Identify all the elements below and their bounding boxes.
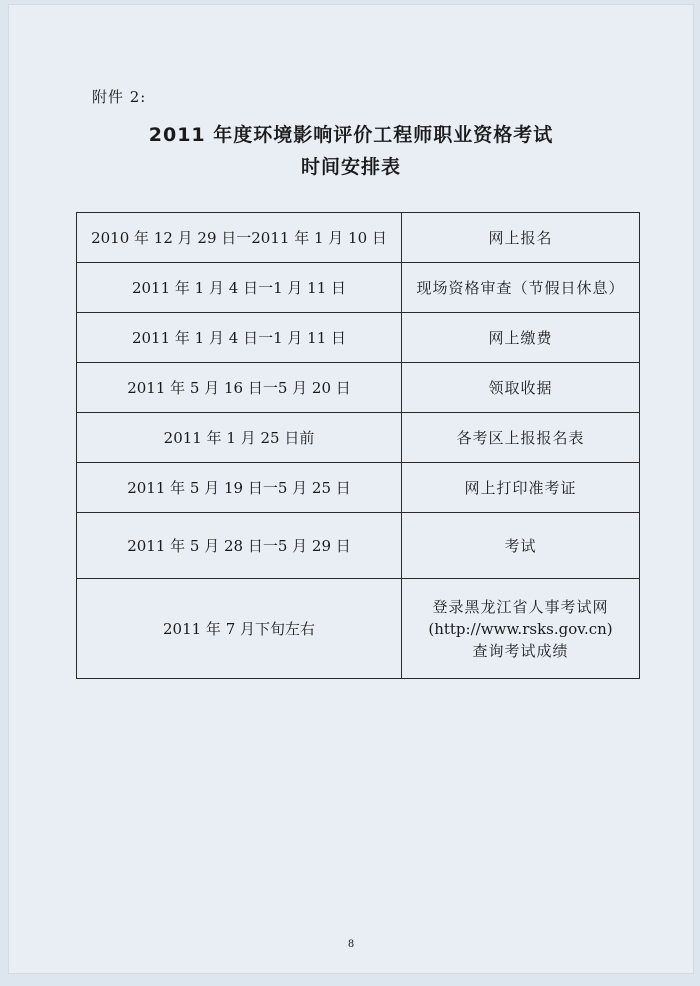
schedule-date: 2011 年 5 月 16 日一5 月 20 日 bbox=[77, 363, 402, 413]
activity-line: (http://www.rsks.gov.cn) bbox=[428, 619, 613, 638]
document-subtitle: 时间安排表 bbox=[300, 156, 401, 178]
table-row bbox=[77, 313, 640, 363]
schedule-date: 2011 年 1 月 4 日一1 月 11 日 bbox=[77, 313, 402, 363]
schedule-date: 2010 年 12 月 29 日一2011 年 1 月 10 日 bbox=[77, 213, 402, 263]
schedule-activity: 考试 bbox=[402, 513, 640, 579]
activity-line: 登录黑龙江省人事考试网 bbox=[432, 597, 609, 616]
schedule-table bbox=[76, 212, 640, 679]
schedule-date: 2011 年 7 月下旬左右 bbox=[77, 579, 402, 679]
schedule-activity: 现场资格审查（节假日休息） bbox=[402, 263, 640, 313]
table-row bbox=[77, 363, 640, 413]
document-title: 2011 年度环境影响评价工程师职业资格考试 bbox=[148, 124, 554, 146]
schedule-activity: 网上缴费 bbox=[402, 313, 640, 363]
table-row bbox=[77, 463, 640, 513]
page-number: 8 bbox=[347, 939, 355, 950]
table-row bbox=[77, 263, 640, 313]
table-row bbox=[77, 413, 640, 463]
document-page bbox=[8, 4, 694, 974]
table-row bbox=[77, 513, 640, 579]
schedule-date: 2011 年 1 月 25 日前 bbox=[77, 413, 402, 463]
schedule-activity: 网上报名 bbox=[402, 213, 640, 263]
table-row bbox=[77, 213, 640, 263]
schedule-date: 2011 年 5 月 19 日一5 月 25 日 bbox=[77, 463, 402, 513]
schedule-date: 2011 年 5 月 28 日一5 月 29 日 bbox=[77, 513, 402, 579]
schedule-activity: 各考区上报报名表 bbox=[402, 413, 640, 463]
schedule-activity: 领取收据 bbox=[402, 363, 640, 413]
table-row bbox=[77, 579, 640, 679]
schedule-date: 2011 年 1 月 4 日一1 月 11 日 bbox=[77, 263, 402, 313]
schedule-activity bbox=[402, 579, 640, 679]
attachment-label: 附件 2: bbox=[92, 88, 147, 106]
activity-line: 查询考试成绩 bbox=[472, 641, 569, 660]
schedule-activity: 网上打印准考证 bbox=[402, 463, 640, 513]
